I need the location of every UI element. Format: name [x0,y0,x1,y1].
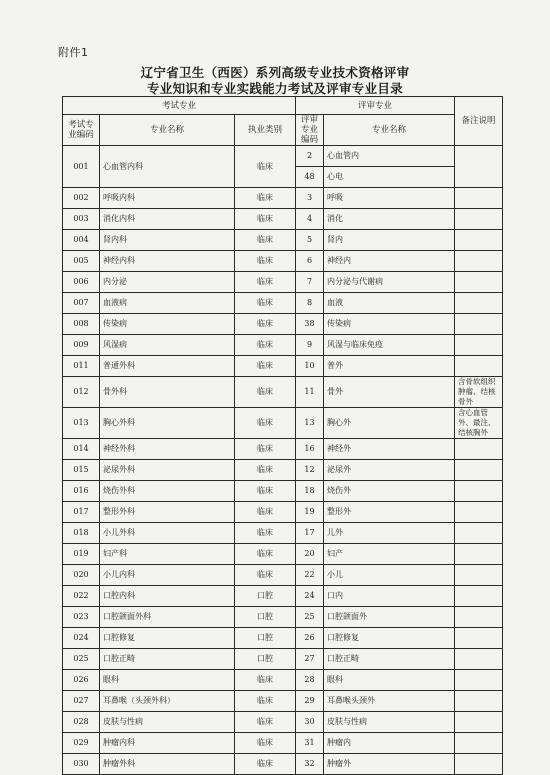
attachment-label: 附件1 [58,46,89,59]
exam-code-cell: 027 [63,691,100,712]
exam-name-cell: 小儿内科 [100,565,235,586]
exam-code-cell: 003 [63,209,100,230]
practice-category-cell: 临床 [235,670,296,691]
review-code-cell: 9 [296,335,324,356]
exam-code-cell: 024 [63,628,100,649]
note-cell [455,314,503,335]
note-cell [455,335,503,356]
exam-code-cell: 009 [63,335,100,356]
review-code-cell: 32 [296,754,324,775]
exam-code-cell: 001 [63,146,100,188]
review-code-cell: 24 [296,586,324,607]
document-title-line1: 辽宁省卫生（西医）系列高级专业技术资格评审 [140,65,410,80]
review-name-cell: 肿瘤内 [324,733,455,754]
note-cell [455,293,503,314]
note-cell: 含骨软组织肿瘤、结核骨外 [455,377,503,408]
review-code-cell: 22 [296,565,324,586]
review-code-cell: 29 [296,691,324,712]
table-row [63,209,503,230]
review-name-cell: 皮肤与性病 [324,712,455,733]
practice-category-cell: 临床 [235,377,296,408]
practice-category-cell: 临床 [235,146,296,188]
practice-category-cell: 口腔 [235,649,296,670]
exam-code-cell: 022 [63,586,100,607]
review-name-cell: 呼吸 [324,188,455,209]
table-row [63,670,503,691]
exam-code-cell: 016 [63,481,100,502]
review-name-cell: 小儿 [324,565,455,586]
practice-category-cell: 临床 [235,691,296,712]
practice-category-cell: 临床 [235,733,296,754]
exam-code-header: 考试专业编码 [63,115,100,146]
practice-category-cell: 临床 [235,544,296,565]
table-row [63,439,503,460]
exam-name-cell: 风湿病 [100,335,235,356]
exam-name-cell: 眼科 [100,670,235,691]
review-code-cell: 8 [296,293,324,314]
exam-name-cell: 口腔内科 [100,586,235,607]
note-cell [455,649,503,670]
table-row [63,607,503,628]
review-name-cell: 烧伤外 [324,481,455,502]
practice-category-cell: 临床 [235,712,296,733]
review-code-cell: 13 [296,408,324,439]
exam-name-cell: 妇产科 [100,544,235,565]
table-row [63,356,503,377]
exam-name-cell: 呼吸内科 [100,188,235,209]
review-name-cell: 整形外 [324,502,455,523]
exam-name-cell: 神经外科 [100,439,235,460]
table-row [63,293,503,314]
review-name-header: 专业名称 [324,115,455,146]
exam-name-cell: 口腔修复 [100,628,235,649]
review-code-cell: 18 [296,481,324,502]
practice-category-cell: 口腔 [235,607,296,628]
review-code-cell: 25 [296,607,324,628]
table-row [63,188,503,209]
exam-name-cell: 胸心外科 [100,408,235,439]
review-code-cell: 38 [296,314,324,335]
exam-name-cell: 口腔正畸 [100,649,235,670]
note-cell [455,272,503,293]
review-name-cell: 普外 [324,356,455,377]
review-name-cell: 口内 [324,586,455,607]
exam-name-cell: 口腔颌面外科 [100,607,235,628]
exam-name-cell: 传染病 [100,314,235,335]
table-column-header-row [63,115,503,146]
review-code-cell: 3 [296,188,324,209]
note-cell [455,523,503,544]
practice-category-cell: 临床 [235,356,296,377]
exam-name-cell: 整形外科 [100,502,235,523]
exam-code-cell: 012 [63,377,100,408]
exam-code-cell: 020 [63,565,100,586]
practice-category-cell: 临床 [235,523,296,544]
note-cell [455,439,503,460]
exam-code-cell: 028 [63,712,100,733]
table-row [63,628,503,649]
note-cell [455,733,503,754]
review-name-cell: 耳鼻喉头颈外 [324,691,455,712]
note-cell [455,146,503,188]
exam-code-cell: 030 [63,754,100,775]
table-row [63,586,503,607]
table-row [63,335,503,356]
exam-code-cell: 017 [63,502,100,523]
practice-category-cell: 临床 [235,460,296,481]
review-name-cell: 肿瘤外 [324,754,455,775]
table-row [63,146,503,167]
practice-category-cell: 临床 [235,754,296,775]
note-cell [455,356,503,377]
table-row [63,544,503,565]
note-cell [455,209,503,230]
note-header: 备注说明 [455,97,503,146]
review-code-header: 评审专业编码 [296,115,324,146]
practice-category-cell: 临床 [235,209,296,230]
practice-category-cell: 临床 [235,565,296,586]
review-name-cell: 口腔修复 [324,628,455,649]
review-name-cell: 眼科 [324,670,455,691]
note-cell [455,670,503,691]
exam-name-cell: 普通外科 [100,356,235,377]
review-name-cell: 心血管内 [324,146,455,167]
specialty-table [62,96,503,775]
exam-code-cell: 023 [63,607,100,628]
exam-name-cell: 神经内科 [100,251,235,272]
practice-category-cell: 临床 [235,188,296,209]
document-title-line2: 专业知识和专业实践能力考试及评审专业目录 [146,81,403,96]
exam-name-cell: 泌尿外科 [100,460,235,481]
review-name-cell: 口腔正畸 [324,649,455,670]
review-code-cell: 48 [296,167,324,188]
note-cell [455,691,503,712]
review-code-cell: 12 [296,460,324,481]
exam-code-cell: 008 [63,314,100,335]
exam-name-cell: 肿瘤外科 [100,754,235,775]
note-cell [455,565,503,586]
table-row [63,502,503,523]
review-code-cell: 28 [296,670,324,691]
exam-code-cell: 002 [63,188,100,209]
practice-category-cell: 临床 [235,314,296,335]
exam-code-cell: 018 [63,523,100,544]
practice-category-cell: 临床 [235,502,296,523]
exam-name-cell: 内分泌 [100,272,235,293]
exam-name-cell: 肿瘤内科 [100,733,235,754]
review-name-cell: 妇产 [324,544,455,565]
table-row [63,712,503,733]
exam-name-cell: 骨外科 [100,377,235,408]
review-code-cell: 7 [296,272,324,293]
note-cell [455,544,503,565]
exam-group-header: 考试专业 [63,97,296,115]
exam-code-cell: 013 [63,408,100,439]
review-code-cell: 4 [296,209,324,230]
review-name-cell: 内分泌与代谢病 [324,272,455,293]
note-cell [455,502,503,523]
table-row [63,314,503,335]
exam-name-cell: 肾内科 [100,230,235,251]
table-row [63,460,503,481]
table-row [63,649,503,670]
review-code-cell: 20 [296,544,324,565]
review-name-cell: 泌尿外 [324,460,455,481]
table-row [63,408,503,439]
review-code-cell: 6 [296,251,324,272]
table-row [63,733,503,754]
note-cell [455,586,503,607]
practice-category-cell: 口腔 [235,586,296,607]
table-row [63,565,503,586]
table-body [63,146,503,775]
practice-category-cell: 临床 [235,230,296,251]
note-cell [455,188,503,209]
exam-code-cell: 005 [63,251,100,272]
note-cell [455,754,503,775]
exam-code-cell: 004 [63,230,100,251]
review-group-header: 评审专业 [296,97,455,115]
practice-category-cell: 临床 [235,293,296,314]
review-code-cell: 2 [296,146,324,167]
review-name-cell: 风湿与临床免疫 [324,335,455,356]
review-code-cell: 16 [296,439,324,460]
review-code-cell: 26 [296,628,324,649]
review-name-cell: 消化 [324,209,455,230]
review-code-cell: 10 [296,356,324,377]
table-row [63,481,503,502]
exam-name-cell: 皮肤与性病 [100,712,235,733]
review-code-cell: 31 [296,733,324,754]
review-name-cell: 神经内 [324,251,455,272]
practice-category-cell: 临床 [235,439,296,460]
note-cell [455,251,503,272]
table-row [63,523,503,544]
review-name-cell: 传染病 [324,314,455,335]
exam-name-cell: 血液病 [100,293,235,314]
practice-category-cell: 口腔 [235,628,296,649]
exam-code-cell: 029 [63,733,100,754]
exam-name-cell: 小儿外科 [100,523,235,544]
exam-name-cell: 消化内科 [100,209,235,230]
note-cell [455,712,503,733]
exam-name-cell: 耳鼻喉（头颈外科） [100,691,235,712]
review-name-cell: 骨外 [324,377,455,408]
exam-code-cell: 006 [63,272,100,293]
exam-code-cell: 015 [63,460,100,481]
review-code-cell: 17 [296,523,324,544]
review-name-cell: 肾内 [324,230,455,251]
review-name-cell: 儿外 [324,523,455,544]
table-row [63,251,503,272]
practice-category-cell: 临床 [235,272,296,293]
practice-category-cell: 临床 [235,251,296,272]
table-row [63,272,503,293]
note-cell [455,628,503,649]
table-group-header-row [63,97,503,115]
practice-category-cell: 临床 [235,481,296,502]
exam-code-cell: 026 [63,670,100,691]
table-row [63,754,503,775]
exam-name-header: 专业名称 [100,115,235,146]
review-name-cell: 胸心外 [324,408,455,439]
note-cell [455,481,503,502]
review-name-cell: 心电 [324,167,455,188]
exam-code-cell: 011 [63,356,100,377]
exam-code-cell: 025 [63,649,100,670]
exam-name-cell: 烧伤外科 [100,481,235,502]
practice-category-cell: 临床 [235,335,296,356]
review-code-cell: 27 [296,649,324,670]
note-cell [455,230,503,251]
review-code-cell: 5 [296,230,324,251]
exam-name-cell: 心血管内科 [100,146,235,188]
review-code-cell: 30 [296,712,324,733]
table-row [63,691,503,712]
table-row [63,230,503,251]
review-code-cell: 11 [296,377,324,408]
review-name-cell: 口腔颌面外 [324,607,455,628]
note-cell: 含心血管外、最注、结核胸外 [455,408,503,439]
exam-code-cell: 007 [63,293,100,314]
note-cell [455,460,503,481]
review-name-cell: 神经外 [324,439,455,460]
practice-category-header: 执业类别 [235,115,296,146]
note-cell [455,607,503,628]
exam-code-cell: 019 [63,544,100,565]
review-code-cell: 19 [296,502,324,523]
review-name-cell: 血液 [324,293,455,314]
table-row [63,377,503,408]
practice-category-cell: 临床 [235,408,296,439]
exam-code-cell: 014 [63,439,100,460]
